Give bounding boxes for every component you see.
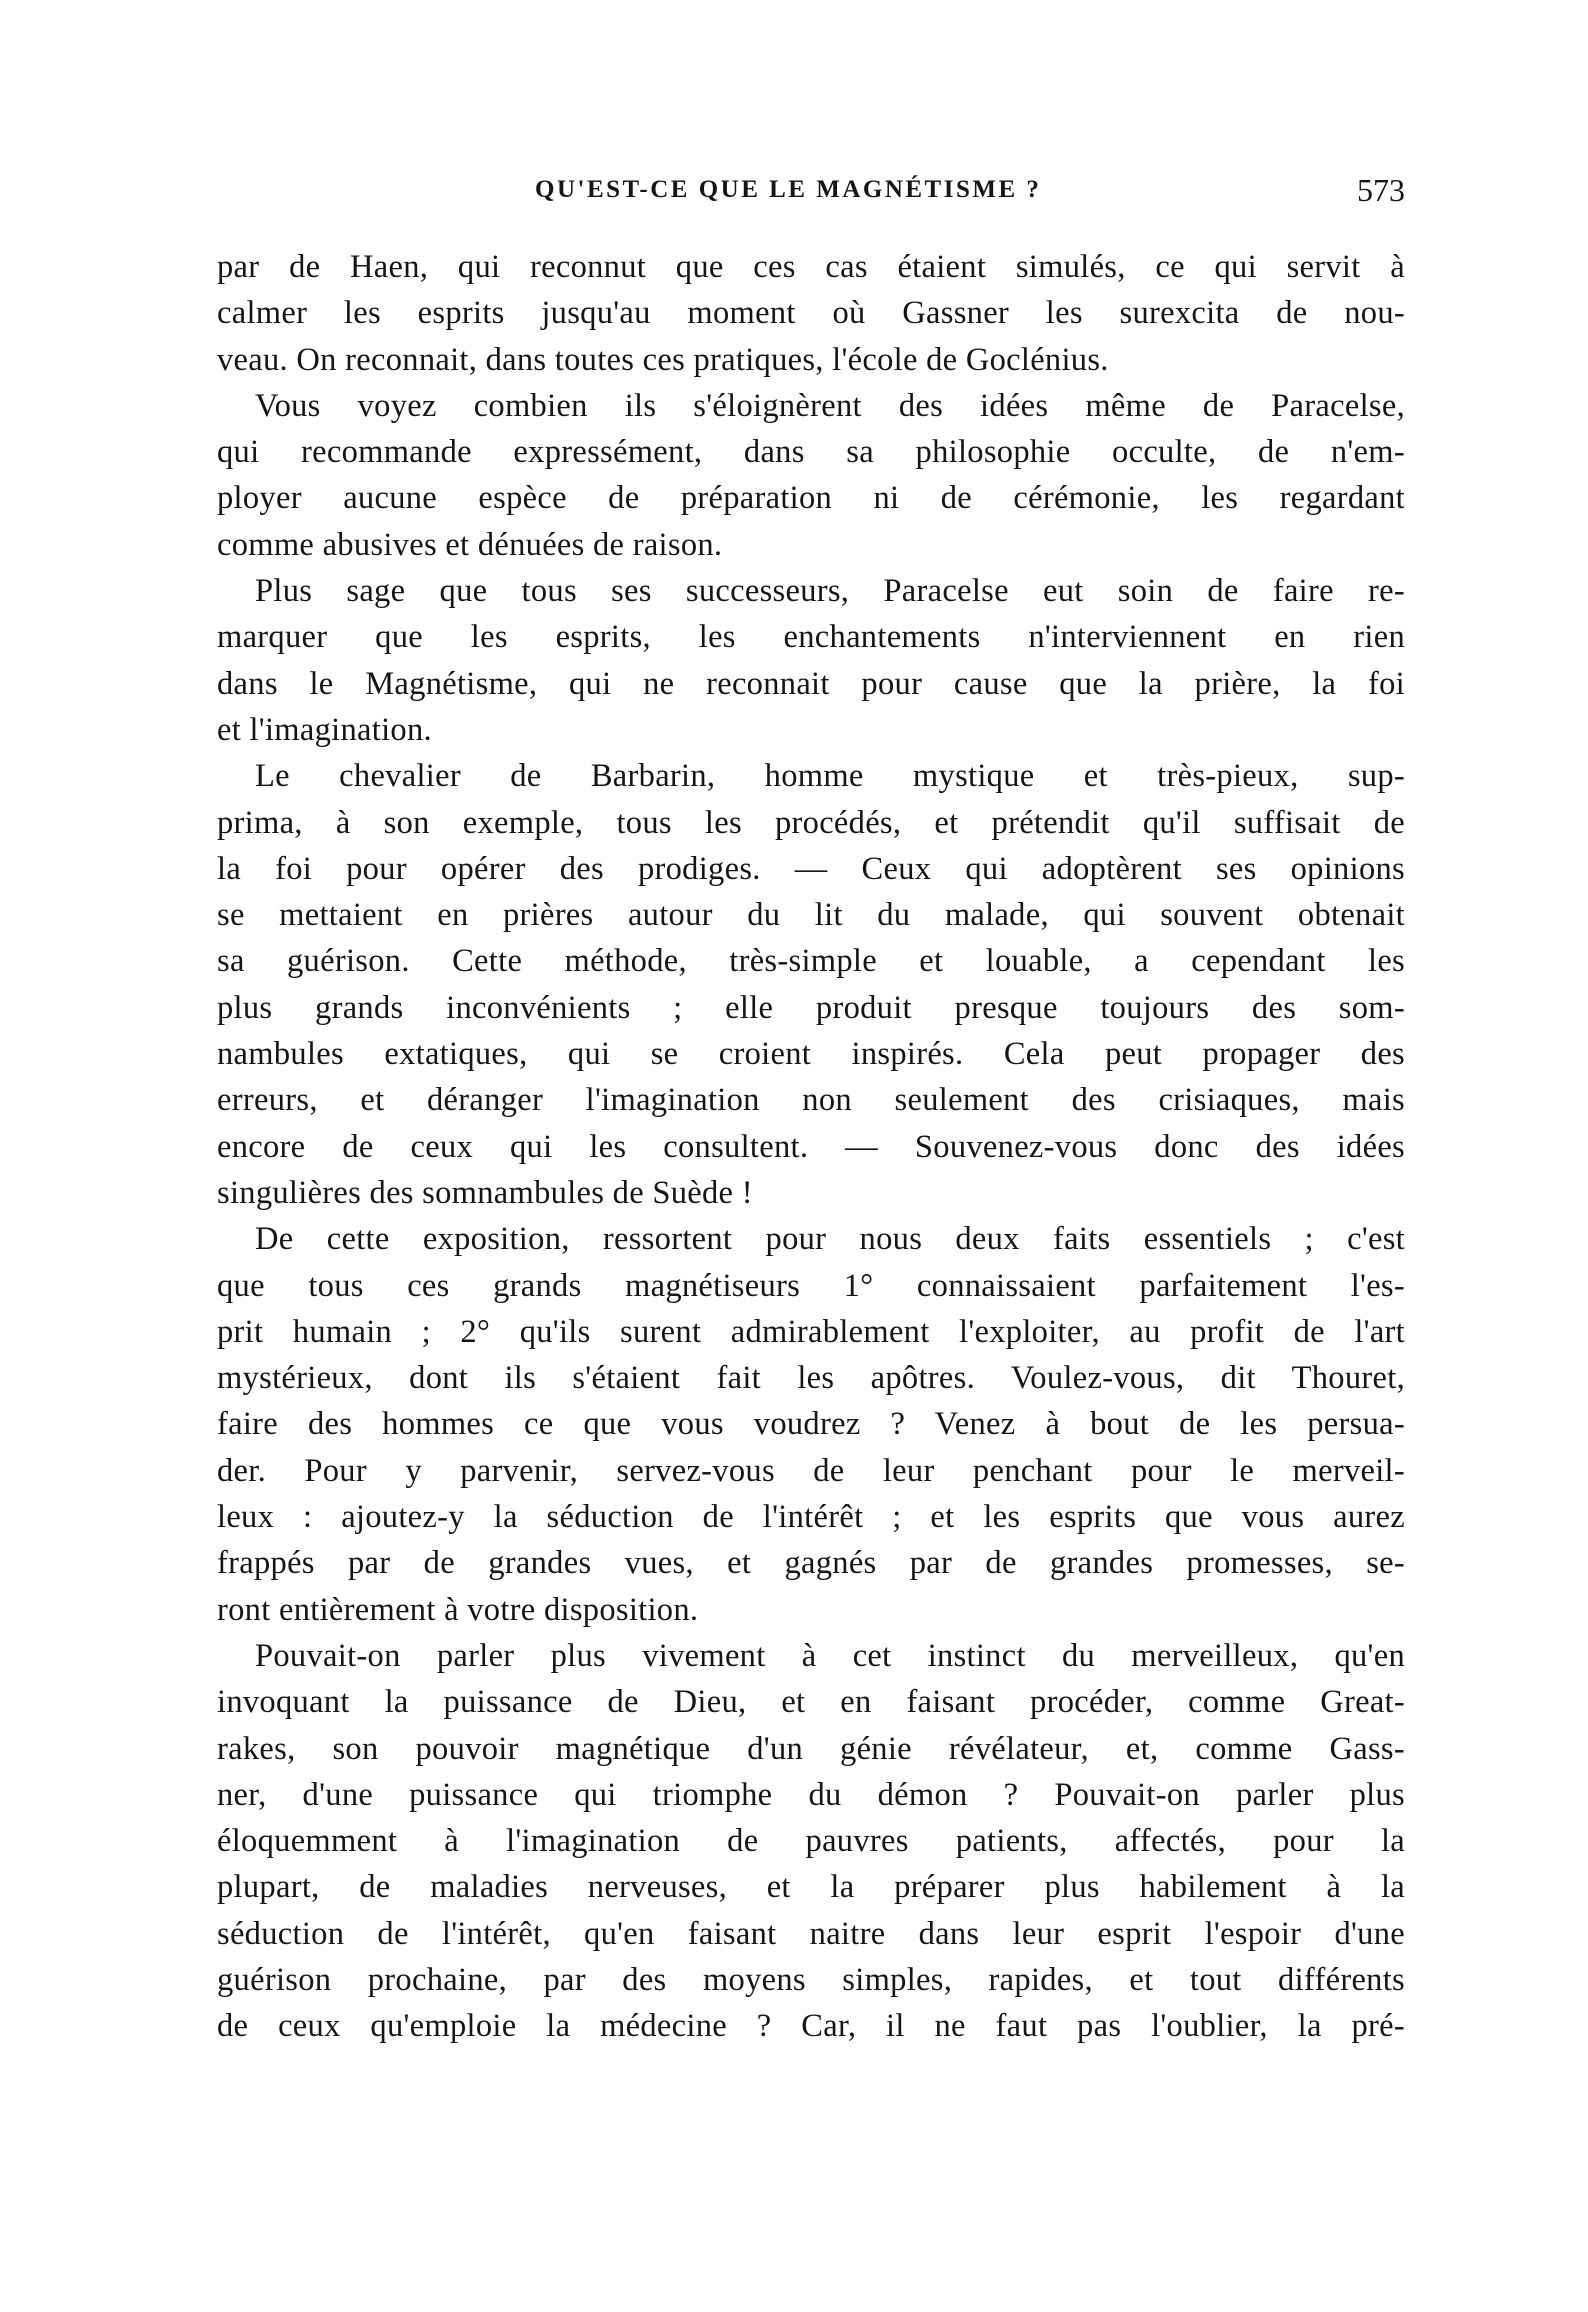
text-line: Le chevalier de Barbarin, homme mystique et très-pieux, sup- <box>255 758 1405 795</box>
text-line: marquer que les esprits, les enchantements n'interviennent en rien <box>217 619 1405 656</box>
text-line: comme abusives et dénuées de raison. <box>217 526 723 563</box>
text-line: que tous ces grands magnétiseurs 1° connaissaient parfaitement l'es- <box>217 1267 1405 1304</box>
text-line: et l'imagination. <box>217 711 432 748</box>
paragraph <box>217 1216 1405 1633</box>
text-line: calmer les esprits jusqu'au moment où Gassner les surexcita de nou- <box>217 295 1405 332</box>
text-line: singulières des somnambules de Suède ! <box>217 1174 753 1211</box>
page-body <box>217 244 1405 2050</box>
text-line: prima, à son exemple, tous les procédés, et prétendit qu'il suffisait de <box>217 804 1405 841</box>
text-line: erreurs, et déranger l'imagination non seulement des crisiaques, mais <box>217 1082 1405 1119</box>
text-line: ner, d'une puissance qui triomphe du démon ? Pouvait-on parler plus <box>217 1776 1405 1813</box>
text-line: plus grands inconvénients ; elle produit presque toujours des som- <box>217 989 1405 1026</box>
text-line: leux : ajoutez-y la séduction de l'intérêt ; et les esprits que vous aurez <box>217 1499 1405 1536</box>
text-line: rakes, son pouvoir magnétique d'un génie révélateur, et, comme Gass- <box>217 1730 1405 1767</box>
text-line: Plus sage que tous ses successeurs, Paracelse eut soin de faire re- <box>255 573 1405 610</box>
running-title: QU'EST-CE QUE LE MAGNÉTISME ? <box>535 176 1042 203</box>
paragraph <box>217 1633 1405 2050</box>
text-line: Pouvait-on parler plus vivement à cet instinct du merveilleux, qu'en <box>255 1637 1405 1674</box>
text-line: guérison prochaine, par des moyens simples, rapides, et tout différents <box>217 1961 1405 1998</box>
paragraph <box>217 383 1405 568</box>
page-number: 573 <box>1357 172 1405 208</box>
text-line: qui recommande expressément, dans sa philosophie occulte, de n'em- <box>217 434 1405 471</box>
text-line: la foi pour opérer des prodiges. — Ceux qui adoptèrent ses opinions <box>217 850 1405 887</box>
text-line: nambules extatiques, qui se croient inspirés. Cela peut propager des <box>217 1036 1405 1073</box>
text-line: encore de ceux qui les consultent. — Souvenez-vous donc des idées <box>217 1128 1405 1165</box>
text-line: séduction de l'intérêt, qu'en faisant naitre dans leur esprit l'espoir d'une <box>217 1915 1405 1952</box>
text-line: plupart, de maladies nerveuses, et la préparer plus habilement à la <box>217 1869 1405 1906</box>
text-line: de ceux qu'emploie la médecine ? Car, il ne faut pas l'oublier, la pré- <box>217 2008 1405 2045</box>
text-line: dans le Magnétisme, qui ne reconnait pour cause que la prière, la foi <box>217 665 1405 702</box>
text-line: prit humain ; 2° qu'ils surent admirablement l'exploiter, au profit de l'art <box>217 1313 1405 1350</box>
paragraph <box>217 244 1405 383</box>
text-line: ployer aucune espèce de préparation ni de cérémonie, les regardant <box>217 480 1405 517</box>
paragraph <box>217 753 1405 1216</box>
text-line: De cette exposition, ressortent pour nous deux faits essentiels ; c'est <box>255 1221 1405 1258</box>
text-line: invoquant la puissance de Dieu, et en faisant procéder, comme Great- <box>217 1684 1405 1721</box>
text-line: Vous voyez combien ils s'éloignèrent des idées même de Paracelse, <box>255 387 1405 424</box>
text-line: se mettaient en prières autour du lit du malade, qui souvent obtenait <box>217 897 1405 934</box>
text-line: éloquemment à l'imagination de pauvres patients, affectés, pour la <box>217 1823 1405 1860</box>
running-header <box>217 172 1405 216</box>
text-line: faire des hommes ce que vous voudrez ? Venez à bout de les persua- <box>217 1406 1405 1443</box>
text-line: mystérieux, dont ils s'étaient fait les apôtres. Voulez-vous, dit Thouret, <box>217 1360 1405 1397</box>
text-line: veau. On reconnait, dans toutes ces pratiques, l'école de Goclénius. <box>217 341 1109 378</box>
text-line: ront entièrement à votre disposition. <box>217 1591 699 1628</box>
text-line: par de Haen, qui reconnut que ces cas étaient simulés, ce qui servit à <box>217 249 1405 285</box>
paragraph <box>217 568 1405 753</box>
text-line: der. Pour y parvenir, servez-vous de leur penchant pour le merveil- <box>217 1452 1405 1489</box>
text-line: sa guérison. Cette méthode, très-simple et louable, a cependant les <box>217 943 1405 980</box>
text-line: frappés par de grandes vues, et gagnés par de grandes promesses, se- <box>217 1545 1405 1582</box>
